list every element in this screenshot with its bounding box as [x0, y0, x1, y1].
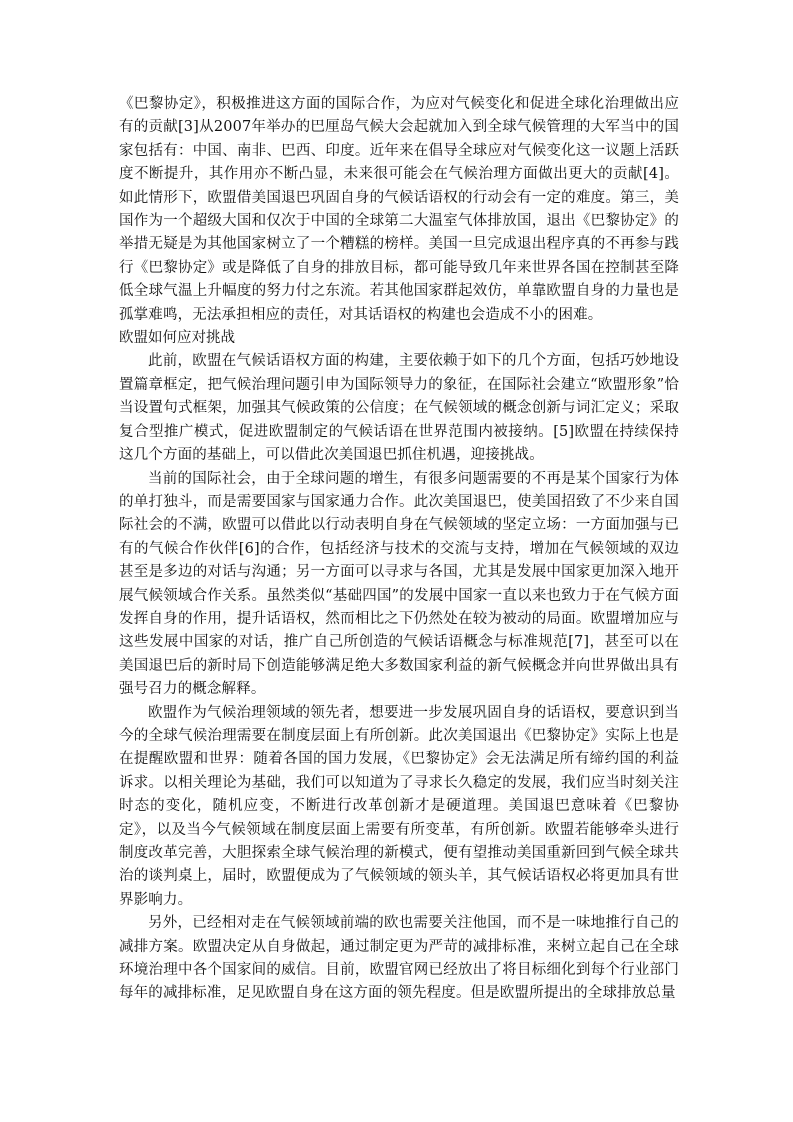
paragraph-1: 《巴黎协定》，积极推进这方面的国际合作，为应对气候变化和促进全球化治理做出应有的贡献[3]从2007年举办的巴厘岛气候大会起就加入到全球气候管理的大军当中的国家包括有：中国、南非、巴西、印度。近年来在倡导全球应对气候变化这一议题上活跃度不断提升，其作用亦不断凸显，未来很可能会在气候治理方面做出更大的贡献[4]。如此情形下，欧盟借美国退巴巩固自身的气候话语权的行动会有一定的难度。第三，美国作为一个超级大国和仅次于中国的全球第二大温室气体排放国，退出《巴黎协定》的举措无疑是为其他国家树立了一个糟糕的榜样。美国一旦完成退出程序真的不再参与践行《巴黎协定》或是降低了自身的排放目标，都可能导致几年来世界各国在控制甚至降低全球气温上升幅度的努力付之东流。若其他国家群起效仿，单靠欧盟自身的力量也是孤掌难鸣，无法承担相应的责任，对其话语权的构建也会造成不小的困难。	[119, 96, 679, 323]
document-body	[119, 93, 679, 1006]
paragraph-5: 另外，已经相对走在气候领域前端的欧也需要关注他国，而不是一味地推行自己的减排方案。欧盟决定从自身做起，通过制定更为严苛的减排标准，来树立起自己在全球环境治理中各个国家间的威信。目前，欧盟官网已经放出了将目标细化到每个行业部门每年的减排标准，足见欧盟自身在这方面的领先程度。但是欧盟所提出的全球排放总量	[119, 915, 679, 1002]
paragraph-2: 此前，欧盟在气候话语权方面的构建，主要依赖于如下的几个方面，包括巧妙地设置篇章框定，把气候治理问题引申为国际领导力的象征，在国际社会建立“欧盟形象”恰当设置句式框架，加强其气候政策的公信度；在气候领域的概念创新与词汇定义；采取复合型推广模式，促进欧盟制定的气候话语在世界范围内被接纳。[5]欧盟在持续保持这几个方面的基础上，可以借此次美国退巴抓住机遇，迎接挑战。	[119, 353, 679, 464]
section-heading: 欧盟如何应对挑战	[119, 330, 235, 347]
paragraph-4: 欧盟作为气候治理领域的领先者，想要进一步发展巩固自身的话语权，要意识到当今的全球气候治理需要在制度层面上有所创新。此次美国退出《巴黎协定》实际上也是在提醒欧盟和世界：随着各国的国力发展，《巴黎协定》会无法满足所有缔约国的利益诉求。以相关理论为基础，我们可以知道为了寻求长久稳定的发展，我们应当时刻关注时态的变化，随机应变，不断进行改革创新才是硬道理。美国退巴意味着《巴黎协定》，以及当今气候领域在制度层面上需要有所变革，有所创新。欧盟若能够牵头进行制度改革完善，大胆探索全球气候治理的新模式，便有望推动美国重新回到气候全球共治的谈判桌上，届时，欧盟便成为了气候领域的领头羊，其气候话语权必将更加具有世界影响力。	[119, 704, 679, 908]
paragraph-3: 当前的国际社会，由于全球问题的增生，有很多问题需要的不再是某个国家行为体的单打独斗，而是需要国家与国家通力合作。此次美国退巴，使美国招致了不少来自国际社会的不满，欧盟可以借此以行动表明自身在气候领域的坚定立场：一方面加强与已有的气候合作伙伴[6]的合作，包括经济与技术的交流与支持，增加在气候领域的双边甚至是多边的对话与沟通；另一方面可以寻求与各国，尤其是发展中国家更加深入地开展气候领域合作关系。虽然类似“基础四国”的发展中国家一直以来也致力于在气候方面发挥自身的作用，提升话语权，然而相比之下仍然处在较为被动的局面。欧盟增加应与这些发展中国家的对话，推广自己所创造的气候话语概念与标准规范[7]，甚至可以在美国退巴后的新时局下创造能够满足绝大多数国家利益的新气候概念并向世界做出具有强号召力的概念解释。	[119, 470, 679, 698]
